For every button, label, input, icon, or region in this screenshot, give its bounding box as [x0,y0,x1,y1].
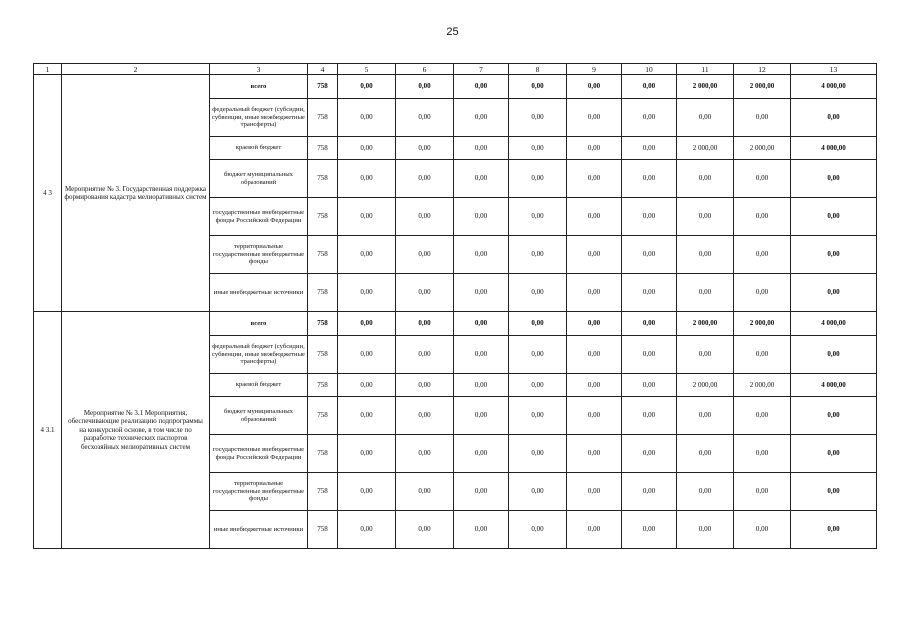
amount-value: 0,00 [454,75,509,99]
amount-value: 0,00 [567,137,622,160]
amount-value: 0,00 [454,435,509,473]
budget-code: 758 [308,435,338,473]
amount-value: 0,00 [454,274,509,312]
amount-value: 0,00 [567,99,622,137]
funding-source: территориальные государственные внебюджетные фонды [210,473,308,511]
amount-value: 0,00 [509,75,567,99]
amount-value: 0,00 [622,397,677,435]
budget-code: 758 [308,160,338,198]
amount-value: 0,00 [622,99,677,137]
header-cell: 4 [308,64,338,75]
amount-value: 0,00 [567,336,622,374]
budget-code: 758 [308,137,338,160]
funding-source: всего [210,75,308,99]
budget-code: 758 [308,374,338,397]
amount-value: 0,00 [509,99,567,137]
amount-value: 0,00 [454,160,509,198]
amount-value: 0,00 [622,374,677,397]
header-cell: 5 [338,64,396,75]
table-row [34,75,877,99]
amount-value: 0,00 [567,75,622,99]
header-cell: 3 [210,64,308,75]
amount-value: 0,00 [734,435,791,473]
amount-value: 0,00 [677,397,734,435]
amount-value: 0,00 [567,274,622,312]
funding-source: всего [210,312,308,336]
amount-value: 0,00 [567,236,622,274]
amount-value: 0,00 [622,198,677,236]
total-value: 4 000,00 [791,374,877,397]
amount-value: 0,00 [396,336,454,374]
header-cell: 10 [622,64,677,75]
amount-value: 0,00 [396,160,454,198]
amount-value: 0,00 [396,198,454,236]
amount-value: 0,00 [338,198,396,236]
amount-value: 0,00 [734,473,791,511]
amount-value: 2 000,00 [677,137,734,160]
amount-value: 0,00 [509,274,567,312]
amount-value: 0,00 [734,236,791,274]
budget-code: 758 [308,236,338,274]
header-row [34,64,877,75]
amount-value: 2 000,00 [677,374,734,397]
total-value: 0,00 [791,198,877,236]
amount-value: 0,00 [338,160,396,198]
amount-value: 0,00 [509,336,567,374]
amount-value: 0,00 [509,160,567,198]
budget-code: 758 [308,274,338,312]
amount-value: 0,00 [677,511,734,549]
budget-code: 758 [308,99,338,137]
amount-value: 0,00 [677,473,734,511]
amount-value: 0,00 [622,137,677,160]
total-value: 0,00 [791,160,877,198]
amount-value: 0,00 [338,137,396,160]
amount-value: 0,00 [677,435,734,473]
amount-value: 0,00 [509,511,567,549]
budget-table [33,63,877,549]
header-cell: 2 [62,64,210,75]
funding-source: государственные внебюджетные фонды Российской Федерации [210,198,308,236]
amount-value: 0,00 [567,435,622,473]
amount-value: 0,00 [509,137,567,160]
amount-value: 0,00 [396,274,454,312]
amount-value: 0,00 [338,511,396,549]
funding-source: территориальные государственные внебюджетные фонды [210,236,308,274]
budget-code: 758 [308,198,338,236]
amount-value: 0,00 [338,397,396,435]
amount-value: 0,00 [396,435,454,473]
amount-value: 0,00 [454,236,509,274]
amount-value: 0,00 [454,511,509,549]
amount-value: 0,00 [454,198,509,236]
header-cell: 7 [454,64,509,75]
amount-value: 0,00 [567,312,622,336]
amount-value: 0,00 [454,137,509,160]
amount-value: 0,00 [622,312,677,336]
funding-source: федеральный бюджет (субсидии, субвенции, иные межбюджетные трансферты) [210,336,308,374]
amount-value: 0,00 [509,473,567,511]
funding-source: федеральный бюджет (субсидии, субвенции, иные межбюджетные трансферты) [210,99,308,137]
amount-value: 0,00 [567,198,622,236]
amount-value: 0,00 [509,312,567,336]
funding-source: бюджет муниципальных образований [210,397,308,435]
total-value: 4 000,00 [791,312,877,336]
amount-value: 0,00 [734,511,791,549]
funding-source: государственные внебюджетные фонды Российской Федерации [210,435,308,473]
activity-title: Мероприятие № 3.1 Мероприятия, обеспечивающие реализацию подпрограммы на конкурсной основе, в том числе по разработке технических паспортов бесхозяйных мелиоративных систем [62,312,210,549]
header-cell: 13 [791,64,877,75]
amount-value: 0,00 [509,198,567,236]
budget-code: 758 [308,312,338,336]
amount-value: 0,00 [338,473,396,511]
amount-value: 0,00 [454,336,509,374]
amount-value: 2 000,00 [677,312,734,336]
amount-value: 2 000,00 [734,137,791,160]
amount-value: 0,00 [622,435,677,473]
total-value: 0,00 [791,473,877,511]
budget-code: 758 [308,75,338,99]
amount-value: 0,00 [338,336,396,374]
amount-value: 0,00 [454,473,509,511]
activity-code: 4 3.1 [34,312,62,549]
amount-value: 0,00 [622,336,677,374]
funding-source: краевой бюджет [210,374,308,397]
amount-value: 2 000,00 [734,312,791,336]
total-value: 4 000,00 [791,137,877,160]
amount-value: 0,00 [396,473,454,511]
amount-value: 0,00 [396,99,454,137]
amount-value: 0,00 [509,435,567,473]
funding-source: краевой бюджет [210,137,308,160]
total-value: 0,00 [791,236,877,274]
amount-value: 0,00 [567,473,622,511]
amount-value: 0,00 [622,274,677,312]
amount-value: 0,00 [622,160,677,198]
amount-value: 0,00 [734,198,791,236]
amount-value: 0,00 [396,137,454,160]
amount-value: 0,00 [338,435,396,473]
amount-value: 2 000,00 [734,75,791,99]
amount-value: 0,00 [454,374,509,397]
amount-value: 0,00 [677,99,734,137]
amount-value: 0,00 [396,236,454,274]
total-value: 0,00 [791,336,877,374]
amount-value: 0,00 [396,397,454,435]
amount-value: 0,00 [622,473,677,511]
activity-title: Мероприятие № 3. Государственная поддержка формирования кадастра мелиоративных систем [62,75,210,312]
amount-value: 0,00 [396,374,454,397]
amount-value: 0,00 [677,198,734,236]
amount-value: 0,00 [677,236,734,274]
amount-value: 2 000,00 [734,374,791,397]
header-cell: 11 [677,64,734,75]
funding-source: бюджет муниципальных образований [210,160,308,198]
amount-value: 0,00 [677,336,734,374]
amount-value: 0,00 [734,99,791,137]
header-cell: 6 [396,64,454,75]
amount-value: 0,00 [338,236,396,274]
amount-value: 0,00 [338,312,396,336]
total-value: 0,00 [791,99,877,137]
total-value: 0,00 [791,511,877,549]
header-cell: 8 [509,64,567,75]
header-cell: 1 [34,64,62,75]
amount-value: 0,00 [734,274,791,312]
amount-value: 0,00 [509,236,567,274]
amount-value: 0,00 [454,397,509,435]
funding-source: иные внебюджетные источники [210,274,308,312]
amount-value: 0,00 [622,236,677,274]
amount-value: 0,00 [567,397,622,435]
total-value: 0,00 [791,435,877,473]
page-number: 25 [446,26,459,38]
amount-value: 0,00 [622,75,677,99]
amount-value: 0,00 [567,374,622,397]
budget-code: 758 [308,511,338,549]
header-cell: 9 [567,64,622,75]
amount-value: 0,00 [677,160,734,198]
amount-value: 0,00 [734,397,791,435]
amount-value: 0,00 [677,274,734,312]
total-value: 0,00 [791,397,877,435]
amount-value: 0,00 [338,99,396,137]
activity-code: 4 3 [34,75,62,312]
funding-source: иные внебюджетные источники [210,511,308,549]
amount-value: 0,00 [396,511,454,549]
amount-value: 0,00 [338,374,396,397]
header-cell: 12 [734,64,791,75]
amount-value: 0,00 [622,511,677,549]
total-value: 0,00 [791,274,877,312]
amount-value: 0,00 [509,374,567,397]
table-row [34,312,877,336]
amount-value: 2 000,00 [677,75,734,99]
amount-value: 0,00 [567,511,622,549]
amount-value: 0,00 [338,274,396,312]
amount-value: 0,00 [734,336,791,374]
amount-value: 0,00 [454,99,509,137]
amount-value: 0,00 [396,75,454,99]
amount-value: 0,00 [338,75,396,99]
budget-code: 758 [308,397,338,435]
table-body [34,64,877,549]
amount-value: 0,00 [396,312,454,336]
total-value: 4 000,00 [791,75,877,99]
budget-code: 758 [308,336,338,374]
amount-value: 0,00 [567,160,622,198]
budget-code: 758 [308,473,338,511]
amount-value: 0,00 [509,397,567,435]
amount-value: 0,00 [734,160,791,198]
amount-value: 0,00 [454,312,509,336]
